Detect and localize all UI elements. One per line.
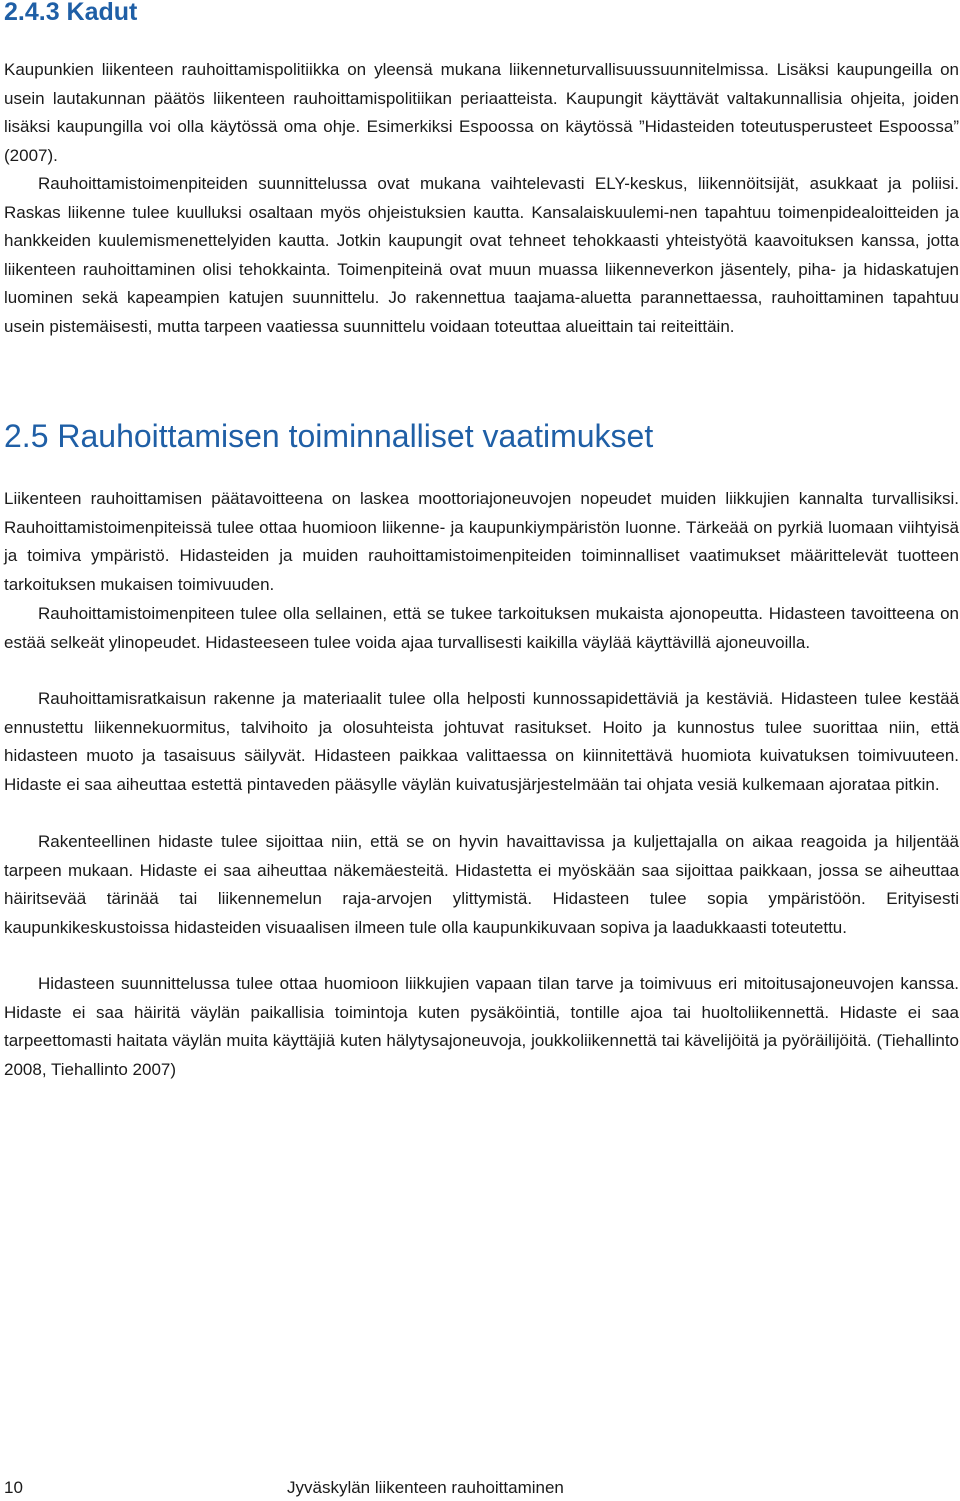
paragraph-vaatimukset-1: Liikenteen rauhoittamisen päätavoitteena on laskea moottoriajoneuvojen nopeudet muiden liikkujien kannalta turvallisiksi. Rauhoittamistoimenpiteissä tulee ottaa huomioon liikenne- ja kaupunkiympäristön luonne. Tärkeää on pyrkiä luomaan viihtyisä ja toimiva ympäristö. Hidasteiden ja muiden rauhoittamistoimenpiteiden toiminnalliset vaatimukset määrittelevät tuotteen tarkoituksen mukaisen toimivuuden. (4, 489, 959, 594)
footer-document-title: Jyväskylän liikenteen rauhoittaminen (287, 1478, 564, 1497)
paragraph-kadut-2: Rauhoittamistoimenpiteiden suunnittelussa ovat mukana vaihtelevasti ELY-keskus, liikennöitsijät, asukkaat ja poliisi. Raskas liikenne tulee kuulluksi osaltaan myös ohjeistuksien kautta. Kansalaiskuulemi-nen tapahtuu toimenpidealoitteiden ja hankkeiden kuulemismenettelyiden kautta. Jotkin kaupungit ovat tehneet tehokkaasti yhteistyötä kaavoituksen kanssa, jotta liikenteen rauhoittaminen olisi tehokkainta. Toimenpiteinä ovat muun muassa liikenneverkon jäsentely, piha- ja hidaskatujen luominen sekä kapeampien katujen suunnittelu. Jo rakennettua taajama-aluetta parannettaessa, rauhoittaminen tapahtuu usein pistemäisesti, mutta tarpeen vaatiessa suunnittelu voidaan toteuttaa alueittain tai reiteittäin. (4, 174, 959, 336)
paragraph-vaatimukset-3: Rauhoittamisratkaisun rakenne ja materiaalit tulee olla helposti kunnossapidettäviä ja kestäviä. Hidasteen tulee kestää ennustettu liikennekuormitus, talvihoito ja olosuhteista johtuvat rasitukset. Hoito ja kunnostus tulee suorittaa niin, että hidasteen muoto ja tasaisuus säilyvät. Hidasteen paikkaa valittaessa on kiinnitettävä huomiota kuivatuksen toimivuuteen. Hidaste ei saa aiheuttaa estettä pintaveden pääsylle väylän kuivatusjärjestelmään tai ohjata vesiä kulkemaan ajorataa pitkin. (4, 689, 959, 794)
page-number: 10 (4, 1478, 23, 1497)
subsection-heading-kadut: 2.4.3 Kadut (4, 0, 138, 26)
paragraph-vaatimukset-4: Rakenteellinen hidaste tulee sijoittaa niin, että se on hyvin havaittavissa ja kuljettajalla on aikaa reagoida ja hiljentää tarpeen mukaan. Hidaste ei saa aiheuttaa näkemäesteitä. Hidastetta ei myöskään saa sijoittaa paikkaan, jossa se aiheuttaa häiritsevää tärinää tai liikennemelun raja-arvojen ylittymistä. Hidasteen tulee sopia ympäristöön. Erityisesti kaupunkikeskustoissa hidasteiden visuaalisen ilmeen tule olla kaupunkikuvaan sopiva ja laadukkaasti toteutettu. (4, 832, 959, 937)
paragraph-kadut-1: Kaupunkien liikenteen rauhoittamispolitiikka on yleensä mukana liikenneturvallisuussuunnitelmissa. Lisäksi kaupungeilla on usein lautakunnan päätös liikenteen rauhoittamispolitiikan periaatteista. Kaupungit käyttävät valtakunnallisia ohjeita, joiden lisäksi kaupungilla voi olla käytössä oma ohje. Esimerkiksi Espoossa on käytössä ”Hidasteiden toteutusperusteet Espoossa” (2007). (4, 60, 959, 165)
section-heading-toiminnalliset-vaatimukset: 2.5 Rauhoittamisen toiminnalliset vaatimukset (4, 418, 654, 454)
paragraph-vaatimukset-5: Hidasteen suunnittelussa tulee ottaa huomioon liikkujien vapaan tilan tarve ja toimivuus eri mitoitusajoneuvojen kanssa. Hidaste ei saa häiritä väylän paikallisia toimintoja kuten pysäköintiä, tontille ajoa tai huoltoliikennettä. Hidaste ei saa tarpeettomasti haitata väylän muita käyttäjiä kuten hälytysajoneuvoja, joukkoliikennettä tai kävelijöitä ja pyöräilijöitä. (Tiehallinto 2008, Tiehallinto 2007) (4, 974, 959, 1079)
paragraph-vaatimukset-2: Rauhoittamistoimenpiteen tulee olla sellainen, että se tukee tarkoituksen mukaista ajonopeutta. Hidasteen tavoitteena on estää selkeät ylinopeudet. Hidasteeseen tulee voida ajaa turvallisesti kaikilla väylää käyttävillä ajoneuvoilla. (4, 604, 959, 652)
